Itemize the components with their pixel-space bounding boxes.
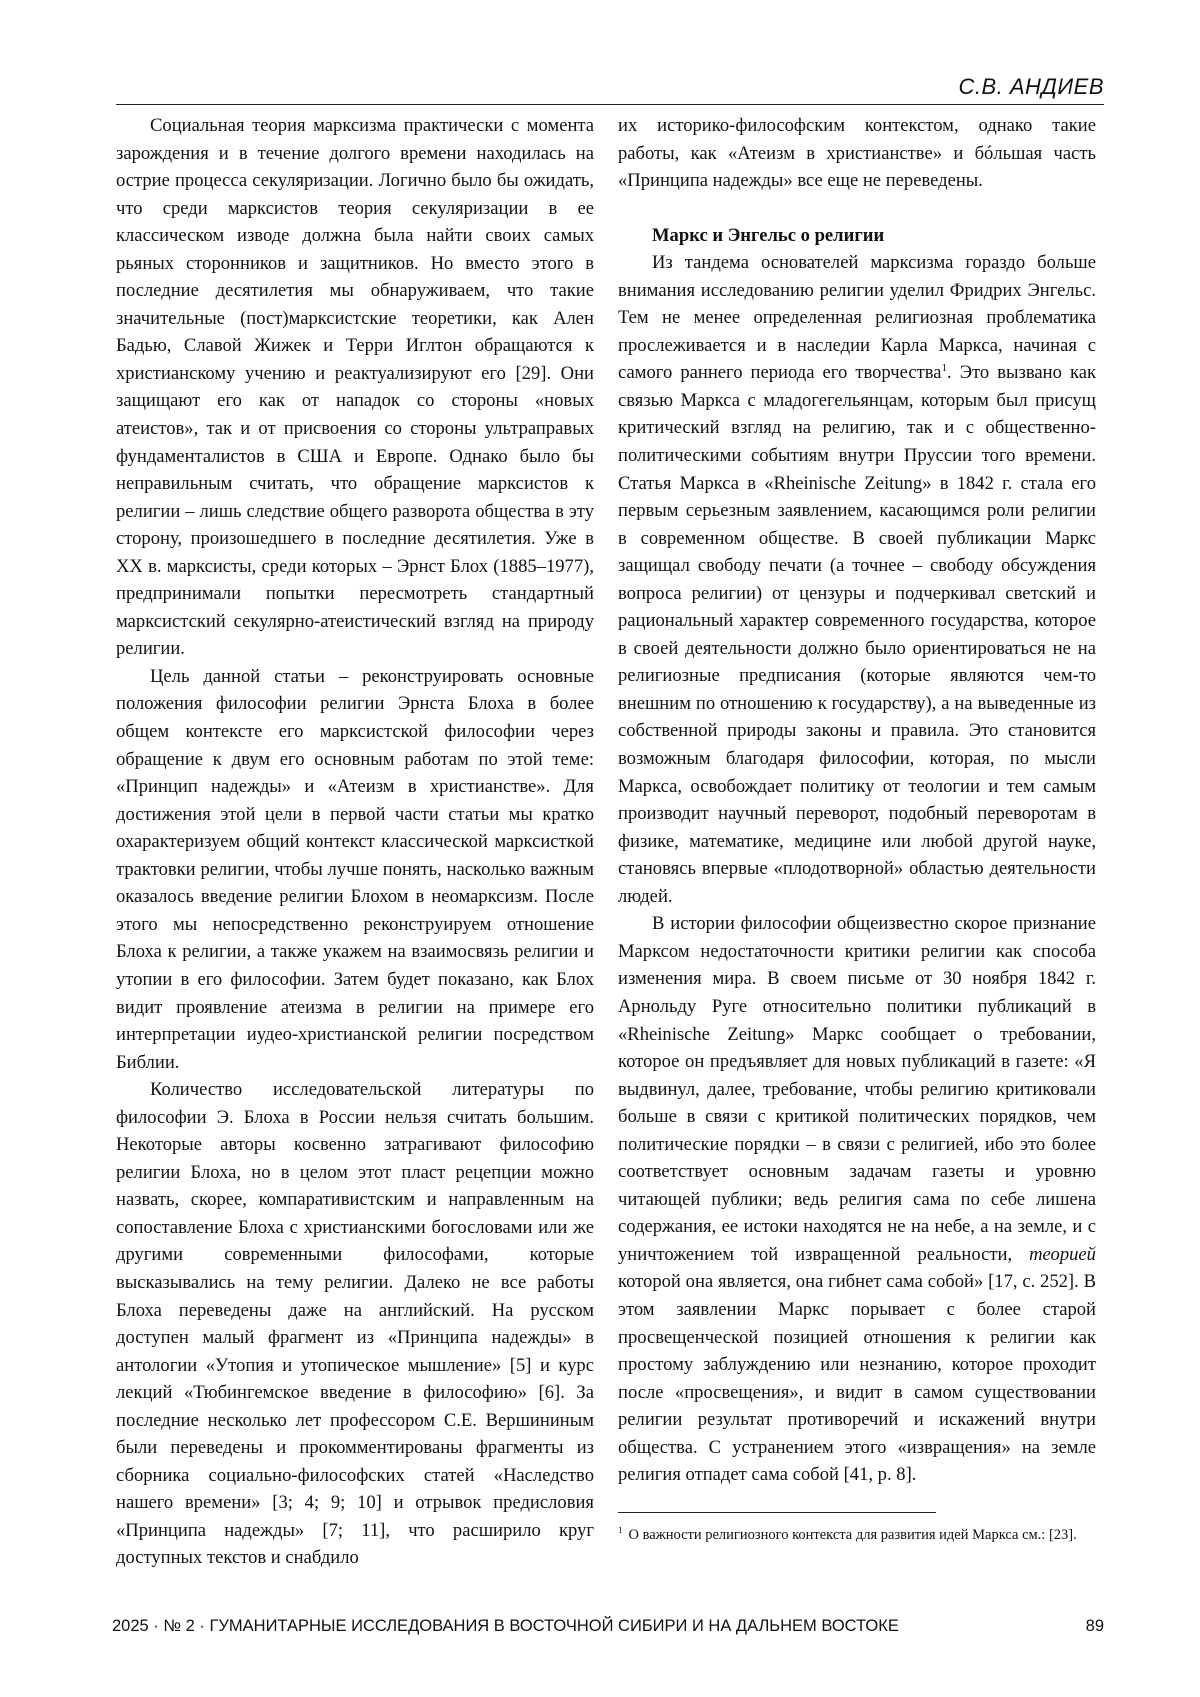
page-number: 89 xyxy=(1085,1617,1104,1635)
body-paragraph-continuation: их историко-философским контекстом, однако такие работы, как «Атеизм в христианстве» и бóльшая часть «Принципа надежды» все еще не переведены. xyxy=(618,115,1096,192)
paragraph-text: которой она является, она гибнет сама собой» [17, с. 252]. В этом заявлении Маркс порывает с более старой просвещенческой позицией отношения к религии как простому заблуждению или незнанию, которое проходит после «просвещения», и видит в самом существовании религии результат противоречий и искажений внутри общества. С устранением этого «извращения» на земле религия отпадет сама собой [41, р. 8]. xyxy=(618,1271,1096,1486)
left-column xyxy=(116,112,594,1572)
footnote-number: 1 xyxy=(618,1525,623,1536)
paragraph-text: В истории философии общеизвестно скорое признание Марксом недостаточности критики религии как способа изменения мира. В своем письме от 30 ноября 1842 г. Арнольду Руге относительно политики публикаций в «Rheinische Zeitung» Маркс сообщает о требовании, которое он предъявляет для новых публикаций в газете: «Я выдвинул, далее, требование, чтобы религию критиковали больше в связи с критикой политических порядков, чем политические порядки – в связи с религией, ибо это более соответствует основным задачам газеты и уровню читающей публики; ведь религия сама по себе лишена содержания, ее истоки находятся не на небе, а на земле, и с уничтожением той извращенной реальности, xyxy=(618,913,1096,1265)
footnote xyxy=(618,1524,1096,1546)
body-paragraph: Цель данной статьи – реконструировать основные положения философии религии Эрнста Блоха в более общем контексте его марксистской философии через обращение к двум его основным работам по этой теме: «Принцип надежды» и «Атеизм в христианстве». Для достижения этой цели в первой части статьи мы кратко охарактеризуем общий контекст классической марксисткой трактовки религии, чтобы лучше понять, насколько важным оказалось введение религии Блохом в неомарксизм. После этого мы непосредственно реконструируем отношение Блоха к религии, а также укажем на взаимосвязь религии и утопии в его философии. Затем будет показано, как Блох видит проявление атеизма в религии на примере его интерпретации иудео-христианской религии посредством Библии. xyxy=(116,665,594,1073)
footnote-divider xyxy=(618,1512,936,1513)
footnote-text: О важности религиозного контекста для развития идей Маркса см.: [23]. xyxy=(628,1527,1077,1543)
emphasized-word: теорией xyxy=(1029,1243,1096,1265)
header-divider xyxy=(116,104,1104,105)
body-paragraph: Количество исследовательской литературы по философии Э. Блоха в России нельзя считать большим. Некоторые авторы косвенно затрагивают философию религии Блоха, но в целом этот пласт рецепции можно назвать, скорее, компаративистским и направленным на сопоставление Блоха с христианскими богословами или же другими современными философами, которые высказывались на тему религии. Далеко не все работы Блоха переведены даже на английский. На русском доступен малый фрагмент из «Принципа надежды» в антологии «Утопия и утопическое мышление» [5] и курс лекций «Тюбингемское введение в философию» [6]. За последние несколько лет профессором С.Е. Вершининым были переведены и прокомментированы фрагменты из сборника социально-философских статей «Наследство нашего времени» [3; 4; 9; 10] и отрывок предисловия «Принципа надежды» [7; 11], что расширило круг доступных текстов и снабдило xyxy=(116,1079,594,1569)
right-column xyxy=(618,112,1096,1489)
section-heading: Маркс и Энгельс о религии xyxy=(652,224,885,246)
paragraph-text: . Это вызвано как связью Маркса с младогегельянцам, которым был присущ критический взгляд на религию, так и с общественно-политическими событиям внутри Пруссии того времени. Статья Маркса в «Rheinische Zeitung» в 1842 г. стала его первым серьезным заявлением, касающимся роли религии в современном обществе. В своей публикации Маркс защищал свободу печати (а точнее – свободу обсуждения вопроса религии) от цензуры и подчеркивал светский и рациональный характер современного государства, которое в своей деятельности должно было ориентироваться не на религиозные предписания (которые являются чем-то внешним по отношению к государству), а на выведенные из собственной природы законы и правила. Это становится возможным благодаря философии, которая, по мысли Маркса, освобождает политику от теологии и тем самым производит научный переворот, подобный переворотам в физике, математике, медицине или любой другой науке, становясь впервые «плодотворной» областью деятельности людей. xyxy=(618,362,1096,907)
paragraph-text: Из тандема основателей марксизма гораздо больше внимания исследованию религии уделил Фридрих Энгельс. Тем не менее определенная религиозная проблематика прослеживается и в наследии Карла Маркса, начиная с самого раннего периода его творчества xyxy=(618,252,1096,384)
body-paragraph: Социальная теория марксизма практически с момента зарождения и в течение долгого времени находилась на острие процесса секуляризации. Логично было бы ожидать, что среди марксистов теория секуляризации в ее классическом изводе должна была найти своих самых рьяных сторонников и защитников. Но вместо этого в последние десятилетия мы обнаруживаем, что такие значительные (пост)марксистские теоретики, как Ален Бадью, Славой Жижек и Терри Иглтон обращаются к христианскому учению и реактуализируют его [29]. Они защищают его как от нападок со стороны «новых атеистов», так и от присвоения со стороны ультраправых фундаменталистов в США и Европе. Однако было бы неправильным считать, что обращение марксистов к религии – лишь следствие общего разворота общества в эту сторону, произошедшего в последние десятилетия. Уже в XX в. марксисты, среди которых – Эрнст Блох (1885–1977), предпринимали попытки пересмотреть стандартный марксистский секулярно-атеистический взгляд на природу религии. xyxy=(116,115,594,660)
running-footer-journal: 2025 · № 2 · ГУМАНИТАРНЫЕ ИССЛЕДОВАНИЯ В ВОСТОЧНОЙ СИБИРИ И НА ДАЛЬНЕМ ВОСТОКЕ xyxy=(112,1617,899,1635)
footnote-reference[interactable]: 1 xyxy=(941,362,947,375)
body-paragraph xyxy=(618,249,1096,910)
running-header-author: С.В. АНДИЕВ xyxy=(958,74,1104,99)
body-paragraph xyxy=(618,910,1096,1488)
